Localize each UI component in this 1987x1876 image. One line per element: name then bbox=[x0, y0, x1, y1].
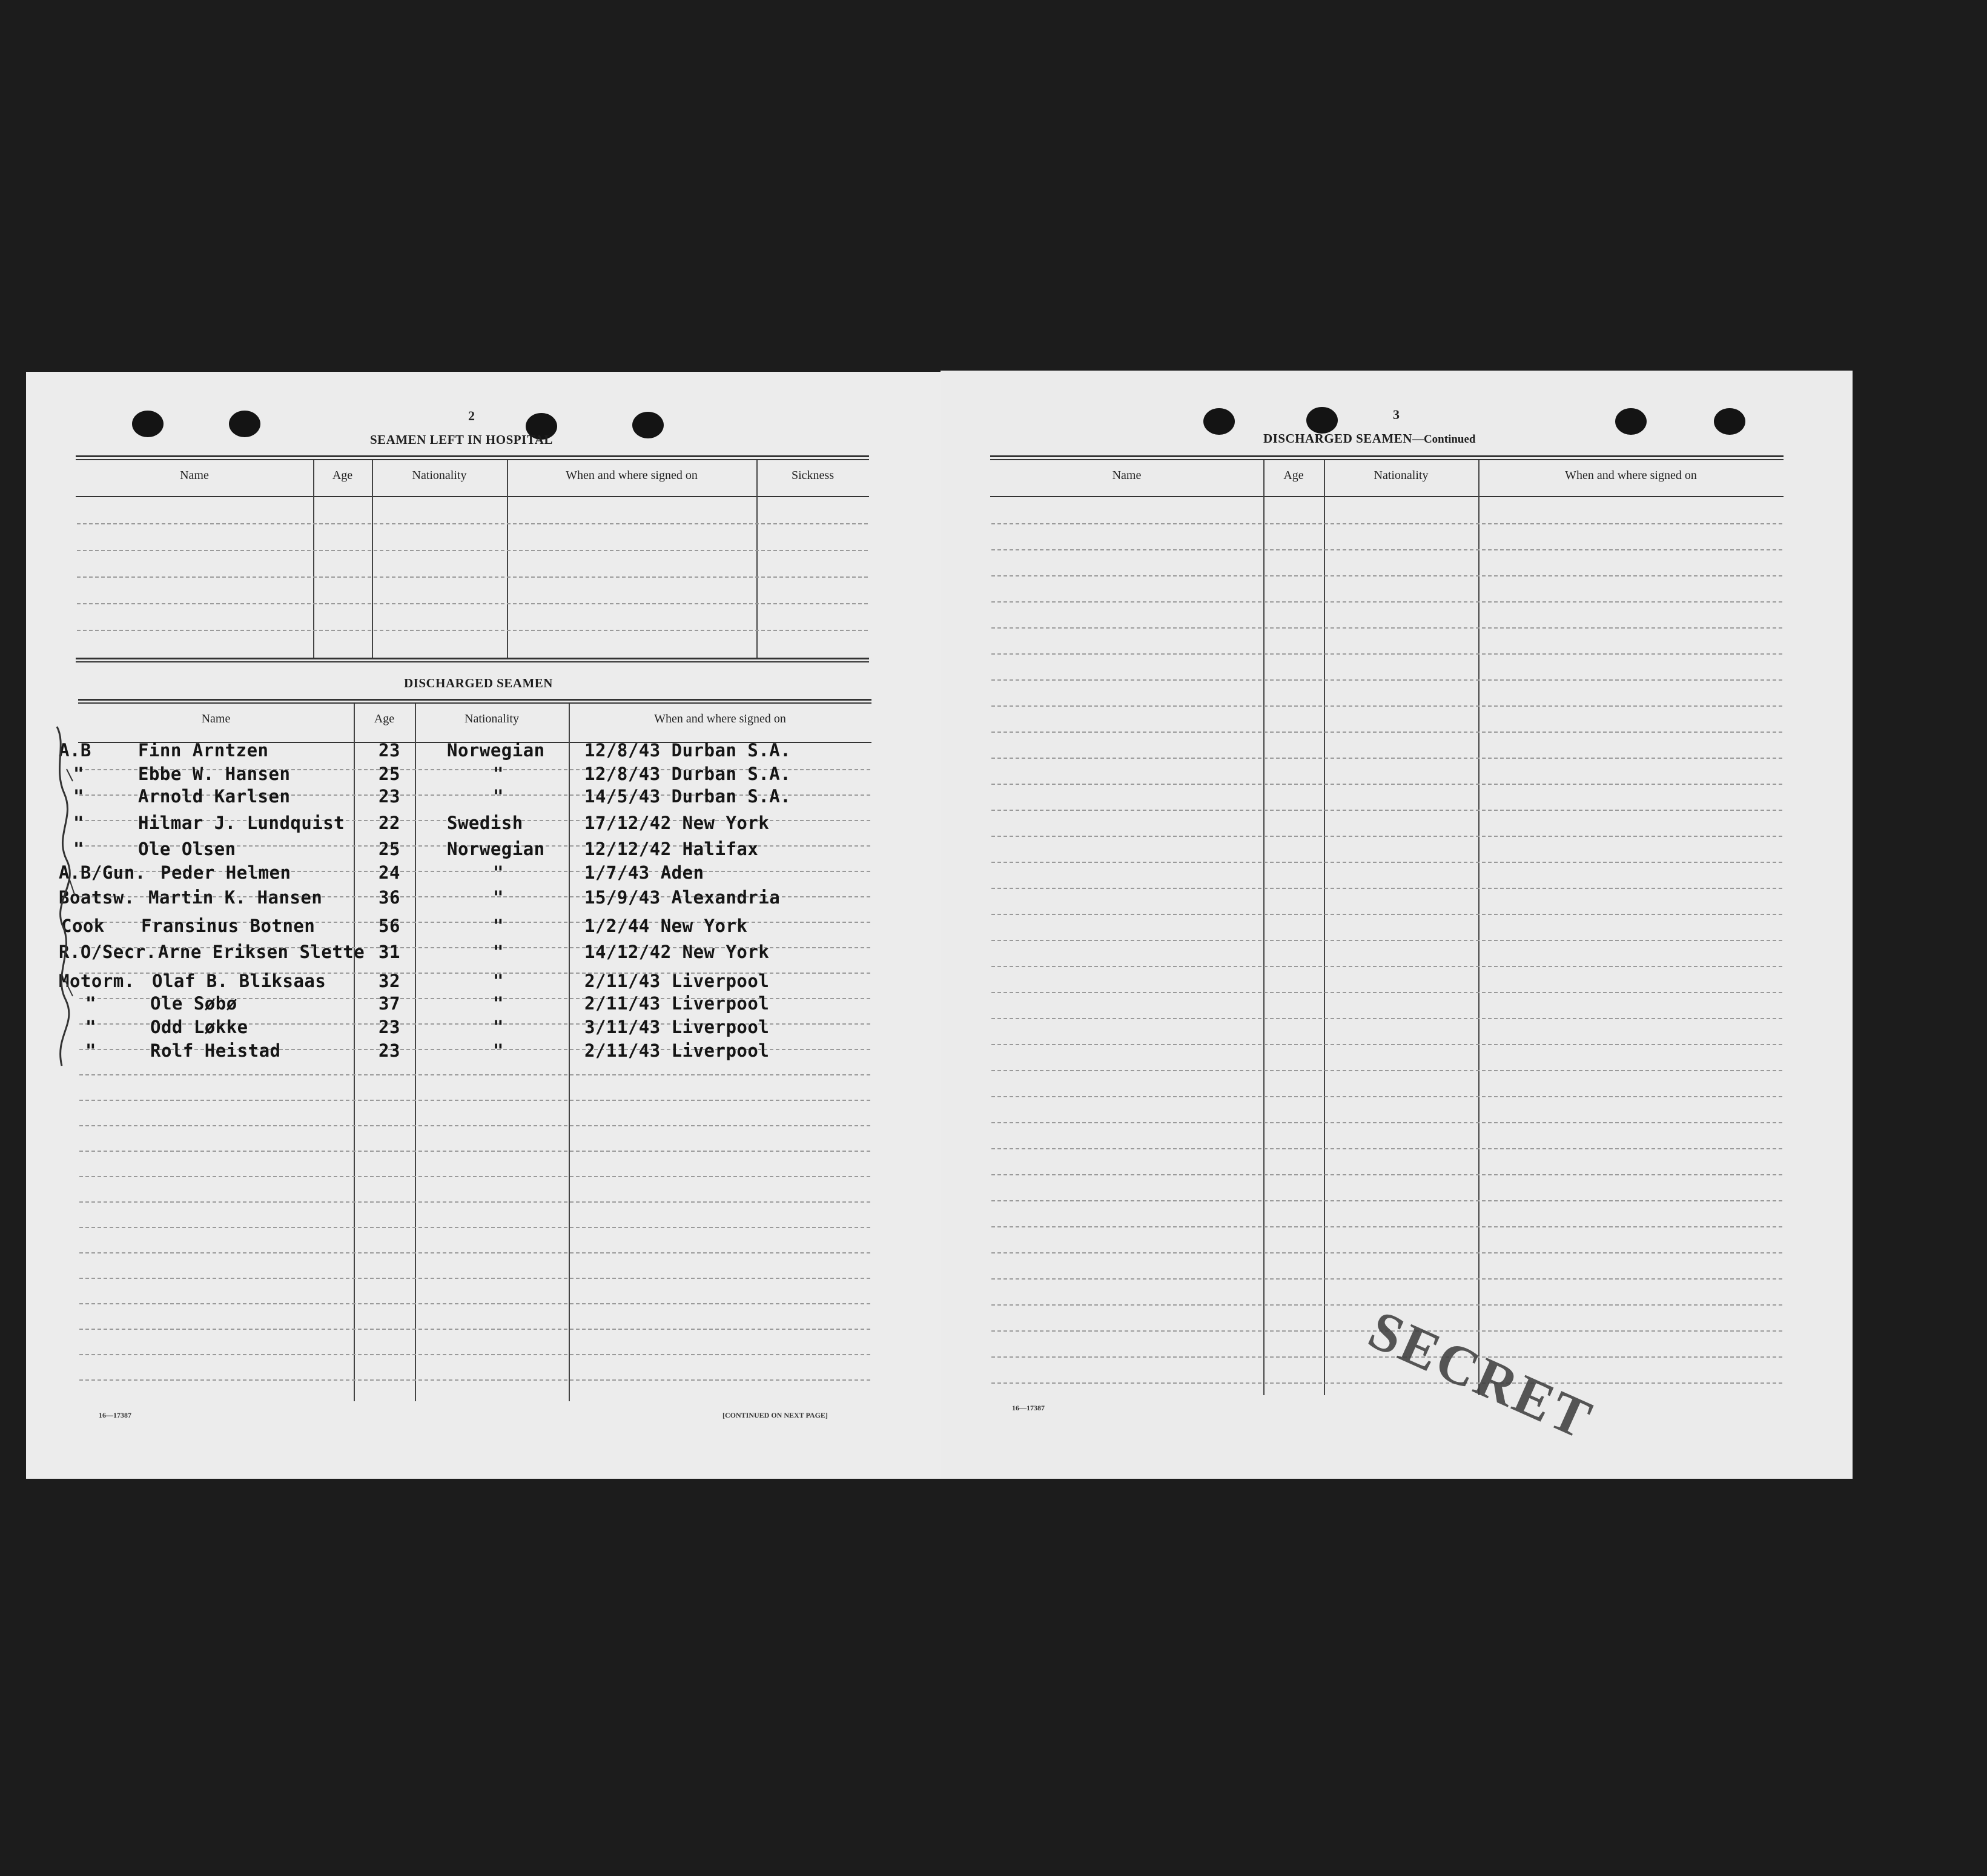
rank-cell: " bbox=[85, 1017, 96, 1037]
page-number: 3 bbox=[1393, 407, 1400, 422]
table-row bbox=[26, 839, 941, 863]
nationality-cell: " bbox=[493, 971, 504, 991]
continued-section-title bbox=[1263, 431, 1475, 446]
table-row bbox=[26, 740, 941, 764]
signed-on-cell: 3/11/43 Liverpool bbox=[584, 1017, 770, 1037]
ruled-row-line bbox=[991, 679, 1782, 681]
column-header: Age bbox=[332, 469, 353, 482]
ruled-row-line bbox=[77, 576, 868, 578]
nationality-cell: " bbox=[493, 1040, 504, 1061]
ruled-row-line bbox=[79, 1278, 870, 1279]
table-row bbox=[26, 942, 941, 966]
signed-on-cell: 15/9/43 Alexandria bbox=[584, 887, 781, 908]
nationality-cell: Norwegian bbox=[447, 839, 545, 859]
name-cell: Hilmar J. Lundquist bbox=[138, 813, 345, 833]
table-row bbox=[26, 971, 941, 995]
ruled-row-line bbox=[991, 966, 1782, 967]
table-row bbox=[26, 862, 941, 887]
ruled-row-line bbox=[79, 1201, 870, 1203]
ruled-row-line bbox=[991, 601, 1782, 603]
nationality-cell: " bbox=[493, 1017, 504, 1037]
ruled-row-line bbox=[991, 810, 1782, 811]
ruled-row-line bbox=[991, 1070, 1782, 1071]
nationality-cell: " bbox=[493, 887, 504, 908]
ruled-row-line bbox=[79, 1074, 870, 1075]
nationality-cell: " bbox=[493, 786, 504, 807]
nationality-cell: " bbox=[493, 916, 504, 936]
punch-hole bbox=[229, 411, 260, 437]
ruled-row-line bbox=[79, 1329, 870, 1330]
rank-cell: " bbox=[73, 839, 84, 859]
right-page bbox=[941, 371, 1853, 1479]
page-number: 2 bbox=[468, 408, 475, 423]
ruled-row-line bbox=[79, 1252, 870, 1253]
name-cell: Odd Løkke bbox=[150, 1017, 248, 1037]
ruled-row-line bbox=[991, 1018, 1782, 1019]
ruled-row-line bbox=[79, 1176, 870, 1177]
table-row bbox=[26, 786, 941, 810]
column-header: Sickness bbox=[792, 469, 834, 482]
name-cell: Ole Olsen bbox=[138, 839, 236, 859]
table-row bbox=[26, 916, 941, 940]
secret-stamp: SECRET bbox=[1360, 1298, 1602, 1452]
age-cell: 23 bbox=[379, 786, 400, 807]
ruled-row-line bbox=[991, 992, 1782, 993]
rank-cell: A.B/Gun. bbox=[59, 862, 146, 883]
rank-cell: Boatsw. bbox=[59, 887, 135, 908]
name-cell: Arnold Karlsen bbox=[138, 786, 291, 807]
rank-cell: " bbox=[85, 993, 96, 1014]
nationality-cell: Norwegian bbox=[447, 740, 545, 761]
signed-on-cell: 2/11/43 Liverpool bbox=[584, 971, 770, 991]
table-row bbox=[26, 887, 941, 911]
discharged-section-title: DISCHARGED SEAMEN bbox=[404, 676, 553, 690]
title-main: DISCHARGED SEAMEN bbox=[1263, 431, 1412, 446]
ruled-row-line bbox=[991, 575, 1782, 576]
table-row bbox=[26, 1040, 941, 1065]
column-header: Name bbox=[201, 712, 231, 725]
table-row bbox=[26, 813, 941, 837]
rank-cell: " bbox=[73, 764, 84, 784]
margin-scribble bbox=[48, 721, 79, 1072]
form-number: 16—17387 bbox=[99, 1411, 131, 1419]
punch-hole bbox=[1203, 408, 1235, 435]
age-cell: 31 bbox=[379, 942, 400, 962]
ruled-row-line bbox=[991, 732, 1782, 733]
ruled-row-line bbox=[991, 888, 1782, 889]
ruled-row-line bbox=[991, 1382, 1782, 1384]
ruled-row-line bbox=[991, 1174, 1782, 1175]
age-cell: 24 bbox=[379, 862, 400, 883]
name-cell: Rolf Heistad bbox=[150, 1040, 281, 1061]
table-top-rule bbox=[76, 455, 869, 460]
name-cell: Fransinus Botnen bbox=[141, 916, 316, 936]
signed-on-cell: 12/8/43 Durban S.A. bbox=[584, 764, 792, 784]
age-cell: 32 bbox=[379, 971, 400, 991]
ruled-row-line bbox=[77, 523, 868, 524]
name-cell: Olaf B. Bliksaas bbox=[152, 971, 326, 991]
ruled-row-line bbox=[77, 603, 868, 604]
continued-note: [CONTINUED ON NEXT PAGE] bbox=[722, 1411, 828, 1419]
table-row bbox=[26, 764, 941, 788]
ruled-row-line bbox=[991, 1096, 1782, 1097]
signed-on-cell: 1/7/43 Aden bbox=[584, 862, 704, 883]
ruled-row-line bbox=[991, 1122, 1782, 1123]
ruled-row-line bbox=[77, 630, 868, 631]
column-header: Nationality bbox=[412, 469, 467, 482]
rank-cell: Motorm. bbox=[59, 971, 135, 991]
ruled-row-line bbox=[79, 1227, 870, 1228]
ruled-row-line bbox=[79, 1354, 870, 1355]
column-header: Age bbox=[1283, 469, 1304, 482]
nationality-cell: " bbox=[493, 993, 504, 1014]
ruled-row-line bbox=[79, 1100, 870, 1101]
rank-cell: " bbox=[73, 786, 84, 807]
nationality-cell: " bbox=[493, 764, 504, 784]
rank-cell: " bbox=[85, 1040, 96, 1061]
column-divider bbox=[313, 460, 314, 658]
name-cell: Ole Søbø bbox=[150, 993, 237, 1014]
name-cell: Martin K. Hansen bbox=[148, 887, 323, 908]
ruled-row-line bbox=[991, 523, 1782, 524]
left-page bbox=[26, 372, 941, 1479]
ruled-row-line bbox=[991, 549, 1782, 550]
ruled-row-line bbox=[79, 1379, 870, 1381]
rank-cell: " bbox=[73, 813, 84, 833]
table-row bbox=[26, 993, 941, 1017]
column-header: Name bbox=[180, 469, 209, 482]
rank-cell: Cook bbox=[61, 916, 105, 936]
signed-on-cell: 17/12/42 New York bbox=[584, 813, 770, 833]
ruled-row-line bbox=[991, 1044, 1782, 1045]
ruled-row-line bbox=[991, 784, 1782, 785]
name-cell: Peder Helmen bbox=[160, 862, 291, 883]
column-header: Nationality bbox=[1374, 469, 1429, 482]
column-divider bbox=[1263, 460, 1265, 1395]
column-divider bbox=[1324, 460, 1325, 1395]
name-cell: Arne Eriksen Slette bbox=[158, 942, 365, 962]
signed-on-cell: 14/12/42 New York bbox=[584, 942, 770, 962]
ruled-row-line bbox=[991, 1148, 1782, 1149]
form-number: 16—17387 bbox=[1012, 1404, 1045, 1412]
signed-on-cell: 2/11/43 Liverpool bbox=[584, 993, 770, 1014]
header-bottom-rule bbox=[990, 496, 1784, 497]
punch-hole bbox=[1714, 408, 1745, 435]
ruled-row-line bbox=[77, 550, 868, 551]
ruled-row-line bbox=[991, 862, 1782, 863]
nationality-cell: " bbox=[493, 862, 504, 883]
column-divider bbox=[507, 460, 508, 658]
column-header: When and where signed on bbox=[1565, 469, 1697, 482]
table-row bbox=[26, 1017, 941, 1041]
name-cell: Finn Arntzen bbox=[138, 740, 269, 761]
column-divider bbox=[1478, 460, 1480, 1395]
column-header: Name bbox=[1112, 469, 1142, 482]
signed-on-cell: 14/5/43 Durban S.A. bbox=[584, 786, 792, 807]
column-divider bbox=[372, 460, 373, 658]
table-top-rule bbox=[78, 699, 871, 704]
ruled-row-line bbox=[991, 1200, 1782, 1201]
ruled-row-line bbox=[79, 1151, 870, 1152]
ruled-row-line bbox=[991, 914, 1782, 915]
ruled-row-line bbox=[991, 836, 1782, 837]
signed-on-cell: 12/12/42 Halifax bbox=[584, 839, 759, 859]
signed-on-cell: 1/2/44 New York bbox=[584, 916, 748, 936]
age-cell: 37 bbox=[379, 993, 400, 1014]
punch-hole bbox=[632, 412, 664, 438]
nationality-cell: " bbox=[493, 942, 504, 962]
header-bottom-rule bbox=[76, 496, 869, 497]
column-header: When and where signed on bbox=[566, 469, 698, 482]
age-cell: 56 bbox=[379, 916, 400, 936]
table-bottom-rule bbox=[76, 658, 869, 662]
age-cell: 22 bbox=[379, 813, 400, 833]
ruled-row-line bbox=[991, 1252, 1782, 1253]
punch-hole bbox=[1615, 408, 1647, 435]
title-suffix: —Continued bbox=[1412, 433, 1476, 446]
ruled-row-line bbox=[79, 1303, 870, 1304]
column-header: Nationality bbox=[465, 712, 519, 725]
ruled-row-line bbox=[991, 653, 1782, 655]
column-header: Age bbox=[374, 712, 395, 725]
column-header: When and where signed on bbox=[654, 712, 786, 725]
age-cell: 25 bbox=[379, 764, 400, 784]
age-cell: 23 bbox=[379, 1017, 400, 1037]
ruled-row-line bbox=[991, 1278, 1782, 1280]
age-cell: 23 bbox=[379, 740, 400, 761]
column-divider bbox=[756, 460, 758, 658]
punch-hole bbox=[132, 411, 164, 437]
age-cell: 36 bbox=[379, 887, 400, 908]
signed-on-cell: 2/11/43 Liverpool bbox=[584, 1040, 770, 1061]
rank-cell: A.B bbox=[59, 740, 91, 761]
age-cell: 25 bbox=[379, 839, 400, 859]
hospital-section-title: SEAMEN LEFT IN HOSPITAL bbox=[370, 432, 553, 447]
ruled-row-line bbox=[991, 758, 1782, 759]
name-cell: Ebbe W. Hansen bbox=[138, 764, 291, 784]
ruled-row-line bbox=[991, 627, 1782, 629]
signed-on-cell: 12/8/43 Durban S.A. bbox=[584, 740, 792, 761]
age-cell: 23 bbox=[379, 1040, 400, 1061]
nationality-cell: Swedish bbox=[447, 813, 523, 833]
rank-cell: R.O/Secr. bbox=[59, 942, 157, 962]
ruled-row-line bbox=[79, 1125, 870, 1126]
table-top-rule bbox=[990, 455, 1784, 460]
ruled-row-line bbox=[991, 940, 1782, 941]
ruled-row-line bbox=[991, 1226, 1782, 1227]
punch-hole bbox=[1306, 407, 1338, 434]
ruled-row-line bbox=[991, 705, 1782, 707]
